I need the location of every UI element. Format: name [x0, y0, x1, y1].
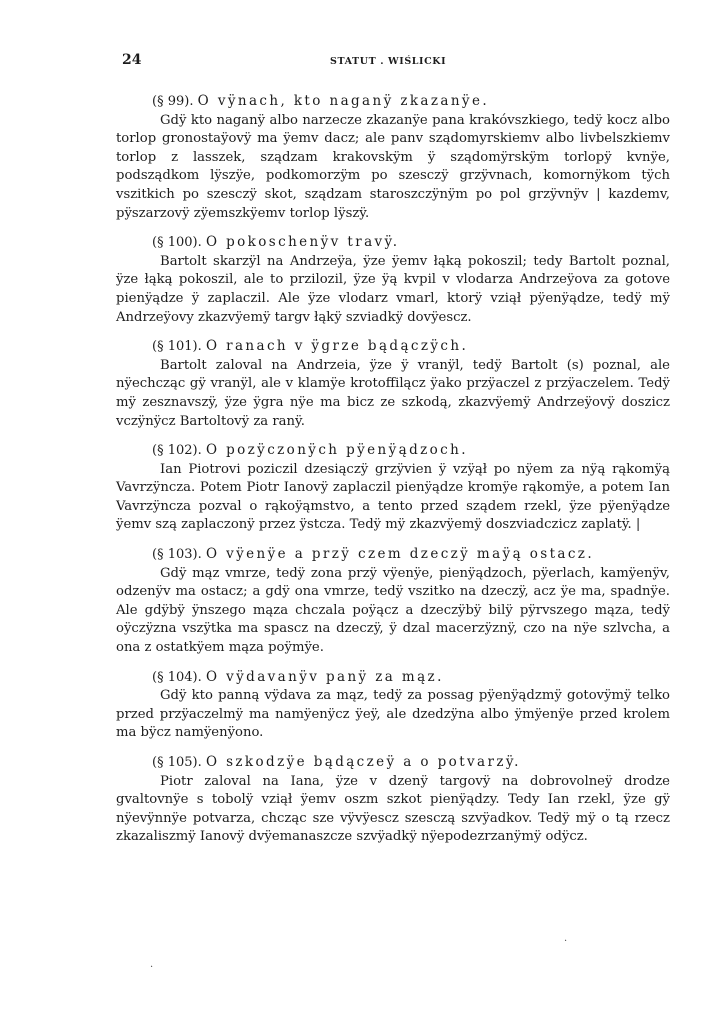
section-body: Ian Piotrovi poziczil dzesiączÿ grzÿvien ÿ vzÿął po nÿem za nÿą rąkomÿą Vavrzÿncza. Potem Piotr Ianovÿ zaplaczil pienÿądze kromÿe rąkomÿe, a potem Ian Vavrzÿncza pozval o rąkoÿąmstvo, a tento przed sządem rzekl, ÿze pÿenÿądze ÿemv szą zaplaczonÿ przez ÿstcza. Tedÿ mÿ zkazvÿemÿ doszviadczicz zaplatÿ. | — [116, 461, 670, 533]
section-body: Piotr zaloval na Iana, ÿze v dzenÿ targovÿ na dobrovolneÿ drodze gvaltovnÿe s tobolÿ vziął ÿemv oszm szkot pienÿądzy. Tedy Ian rzekl, ÿze gÿ nÿevÿnnÿe potvarza, chcząc sze vÿvÿescz szesczą szvÿadkov. Tedÿ mÿ o tą rzecz zkazaliszmÿ Ianovÿ dvÿemanaszcze szvÿadkÿ nÿepodezrzanÿmÿ odÿcz. — [116, 773, 670, 845]
section-102 — [116, 441, 670, 535]
section-number: (§ 101). — [152, 339, 202, 355]
section-title: O pozÿczonÿch pÿenÿądzoch. — [205, 442, 468, 459]
section-heading — [152, 668, 670, 688]
section-number: (§ 102). — [152, 443, 202, 459]
section-body: Gdÿ mąz vmrze, tedÿ zona przÿ vÿenÿe, pienÿądzoch, pÿerlach, kamÿenÿv, odzenÿv ma ostacz; a gdÿ ona vmrze, tedÿ vszitko na dzeczÿ, acz ÿe ma, spadnÿe. Ale gdÿbÿ ÿnszego mąza chczala poÿącz a dzeczÿbÿ bilÿ pÿrvszego mąza, tedÿ oÿczÿzna vszÿtka ma spascz na dzeczÿ, ÿ dzal macerzÿznÿ, czo na nÿe szlvcha, a ona z ostatkÿem mąza poÿmÿe. — [116, 565, 670, 656]
section-number: (§ 100). — [152, 235, 202, 251]
section-105 — [116, 753, 670, 847]
section-title: O szkodzÿe bądączeÿ a o potvarzÿ. — [205, 754, 521, 770]
section-heading — [152, 545, 670, 565]
section-number: (§ 103). — [152, 547, 202, 563]
section-101 — [116, 337, 670, 431]
print-speck: · — [564, 936, 568, 947]
section-title: O ranach v ÿgrze bądączÿch. — [205, 338, 469, 355]
section-heading — [152, 92, 670, 112]
page-number: 24 — [122, 52, 142, 68]
section-104 — [116, 668, 670, 743]
body-text — [116, 92, 670, 857]
section-heading — [152, 337, 670, 357]
print-speck: · — [150, 962, 154, 973]
section-number: (§ 104). — [152, 669, 202, 685]
section-heading — [152, 441, 670, 461]
section-body: Bartolt zaloval na Andrzeia, ÿze ÿ vranÿl, tedÿ Bartolt (s) poznal, ale nÿechcząc gÿ vranÿl, ale v klamÿe krotoffilącz ÿako przÿaczel z przÿaczelem. Tedÿ mÿ zesznavszÿ, ÿze ÿgra nÿe ma bicz ze szkodą, zkazvÿemÿ Andrzeÿovÿ doszicz vczÿnÿcz Bartoltovÿ za ranÿ. — [116, 357, 670, 429]
section-103 — [116, 545, 670, 658]
section-body: Gdÿ kto panną vÿdava za mąz, tedÿ za possag pÿenÿądzmÿ gotovÿmÿ telko przed przÿaczelmÿ ma namÿenÿcz ÿeÿ, ale dzedzÿna albo ÿmÿenÿe przed krolem ma bÿcz namÿenÿono. — [116, 688, 670, 741]
section-title: O vÿnach, kto naganÿ zkazanÿe. — [197, 93, 490, 109]
section-number: (§ 105). — [152, 755, 202, 770]
running-head: STATUT . WIŚLICKI — [330, 56, 447, 67]
section-title: O pokoschenÿv travÿ. — [205, 234, 400, 251]
section-body: Gdÿ kto naganÿ albo narzecze zkazanÿe pana krakóvszkiego, tedÿ kocz albo torlop gronostaÿovÿ ma ÿemv dacz; ale panv sządomyrskiemv albo livbelszkiemv torlop z lasszek, sządzam krakovskÿm ÿ sządomÿrskÿm torlopÿ kvnÿe, podsządkom lÿszÿe, podkomorzÿm po szesczÿ grzÿvnach, komornÿkom tÿch vszitkich po szesczÿ skot, sządzam staroszczÿnÿm po pol grzÿvnÿv | kazdemv, pÿszarzovÿ zÿemszkÿemv torlop lÿszÿ. — [116, 112, 670, 221]
section-100 — [116, 233, 670, 327]
section-heading — [152, 753, 670, 773]
section-99 — [116, 92, 670, 223]
section-title: O vÿdavanÿv panÿ za mąz. — [205, 668, 444, 685]
section-body: Bartolt skarzÿl na Andrzeÿa, ÿze ÿemv łąką pokoszil; tedy Bartolt poznal, ÿze łąką pokoszil, ale to przilozil, ÿze ÿą kvpil v vlodarza Andrzeÿova za gotove pienÿądze ÿ zaplaczil. Ale ÿze vlodarz vmarl, ktorÿ vziął pÿenÿądze, tedÿ mÿ Andrzeÿovy zkazvÿemÿ targv łąkÿ szviadkÿ dovÿescz. — [116, 253, 670, 325]
section-heading — [152, 233, 670, 253]
section-title: O vÿenÿe a przÿ czem dzeczÿ maÿą ostacz. — [205, 546, 595, 563]
section-number: (§ 99). — [152, 94, 194, 109]
